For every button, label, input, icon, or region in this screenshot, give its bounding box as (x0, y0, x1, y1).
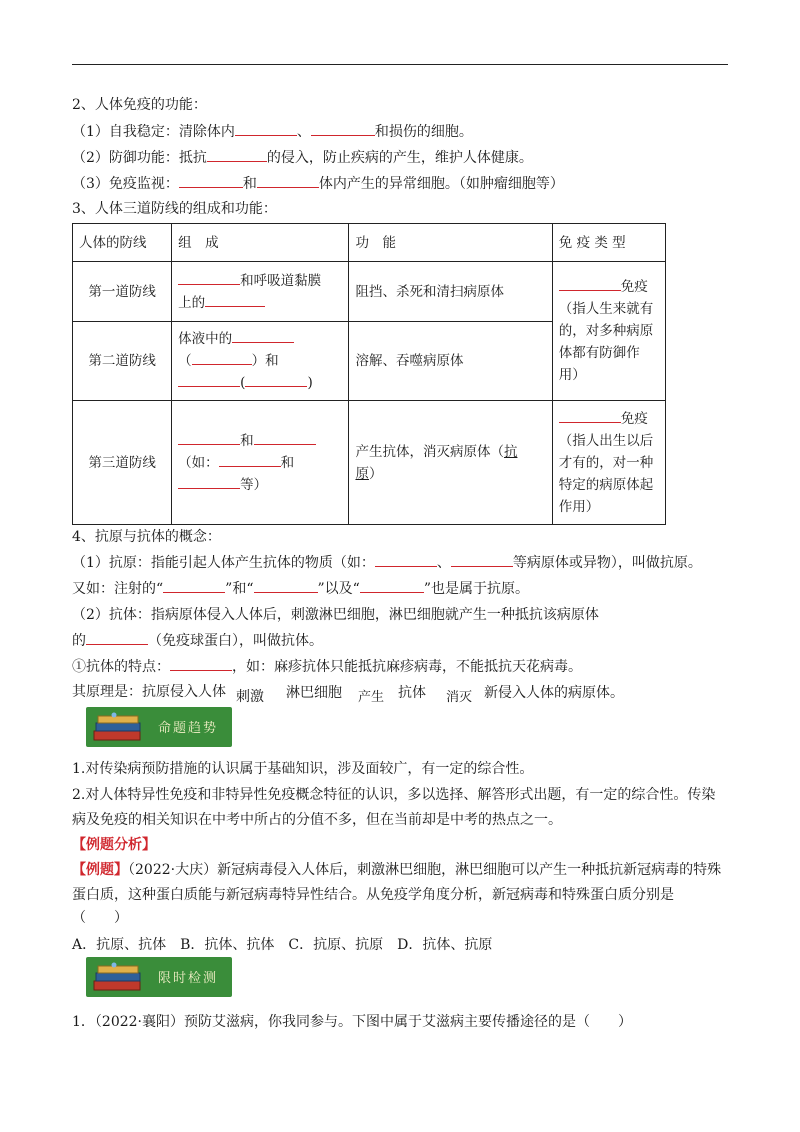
books-icon (92, 711, 144, 743)
row-components (172, 262, 349, 322)
trend-p2a: 2.对人体特异性免疫和非特异性免疫概念特征的认识，多以选择、解答形式出题，有一定的综合性。传染 (72, 787, 716, 803)
blank (559, 276, 621, 291)
flow-text: 新侵入人体的病原体。 (484, 685, 624, 701)
blank (178, 474, 240, 489)
arrow-label: 产生 (358, 690, 385, 705)
blank (207, 147, 267, 162)
row-name: 第三道防线 (73, 401, 172, 525)
text: 和损伤的细胞。 (374, 124, 473, 140)
text: 、 (296, 124, 311, 140)
trend-p2b: 病及免疫的相关知识在中考中所占的分值不多，但在当前却是中考的热点之一。 (72, 812, 562, 828)
text: ) (307, 375, 313, 391)
text: 免疫 (620, 410, 648, 427)
text: ”也是属于抗原。 (423, 581, 529, 597)
section4-line3: （2）抗体：指病原体侵入人体后，刺激淋巴细胞，淋巴细胞就产生一种抵抗该病原体 (72, 607, 599, 623)
text: ，如：麻疹抗体只能抵抗麻疹病毒，不能抵抗天花病毒。 (232, 659, 582, 675)
text: （指人出生以后 (558, 432, 654, 449)
example-heading: 【例题分析】 (72, 837, 156, 853)
test-q1: 1．（2022·襄阳）预防艾滋病，你我同参与。下图中属于艾滋病主要传播途径的是（ ） (72, 1014, 632, 1030)
text: 和 (242, 176, 257, 192)
row-components (172, 322, 349, 401)
blank (163, 578, 225, 593)
blank (235, 121, 297, 136)
blank (311, 121, 375, 136)
text: ”和“ (225, 581, 254, 597)
text: 的侵入，防止疾病的产生，维护人体健康。 (266, 150, 533, 166)
banner-trend (86, 707, 232, 747)
text: （如： (178, 454, 219, 471)
text: （免疫球蛋白），叫做抗体。 (148, 633, 323, 649)
section3-heading: 3、人体三道防线的组成和功能： (72, 201, 277, 217)
blank (451, 552, 513, 567)
header-cell: 功 能 (349, 224, 552, 262)
example-q1 (72, 860, 721, 880)
text: 体内产生的异常细胞。（如肿瘤细胞等） (318, 176, 564, 192)
text: （1）自我稳定：清除体内 (72, 124, 235, 140)
text: （指人生来就有 (558, 301, 654, 317)
text: ”以及“ (317, 581, 360, 597)
text: 原 (355, 465, 369, 482)
blank (254, 578, 318, 593)
row-function: 阻挡、杀死和清扫病原体 (349, 262, 552, 322)
text: 体都有防御作 (558, 345, 640, 361)
section2-heading: 2、人体免疫的功能： (72, 97, 207, 113)
banner-title: 命题趋势 (158, 721, 219, 736)
example-q2: 蛋白质，这种蛋白质能与新冠病毒特异性结合。从免疫学角度分析，新冠病毒和特殊蛋白质分别是 (72, 887, 674, 903)
example-tag: 【例题】 (72, 862, 128, 878)
arrow-label: 刺激 (236, 689, 264, 705)
text: 等） (240, 476, 268, 493)
row-function: 溶解、吞噬病原体 (349, 322, 552, 401)
blank (178, 430, 240, 445)
section2-line3 (72, 173, 564, 194)
section4-line2 (72, 578, 529, 599)
blank (245, 372, 307, 387)
text: ） (368, 465, 383, 482)
table-row (73, 401, 666, 525)
defense-table (72, 223, 666, 525)
text: 等病原体或异物），叫做抗原。 (512, 555, 702, 571)
books-icon (92, 961, 144, 993)
text: ( (240, 375, 246, 391)
text: 抗 (503, 443, 518, 460)
trend-p1: 1.对传染病预防措施的认识属于基础知识，涉及面较广，有一定的综合性。 (72, 761, 534, 777)
flow-text: 淋巴细胞 (286, 685, 342, 701)
text: 、 (436, 555, 451, 571)
section4-heading: 4、抗原与抗体的概念： (72, 529, 221, 545)
blank (170, 656, 232, 671)
arrow-label: 消灭 (446, 690, 473, 705)
section4-line6: 其原理是：抗原侵入人体 (72, 684, 226, 700)
blank (257, 173, 319, 188)
blank (254, 430, 316, 445)
table-row (73, 262, 666, 322)
immunity-type-nonspecific (552, 262, 665, 401)
text: 又如：注射的“ (72, 581, 164, 597)
blank (375, 552, 437, 567)
text: （3）免疫监视： (72, 176, 179, 192)
text: 作用） (558, 498, 600, 515)
blank (360, 578, 424, 593)
text: 免疫 (620, 279, 648, 295)
blank (86, 630, 148, 645)
example-q3: （ ） (72, 910, 128, 926)
text: 上的 (178, 294, 206, 311)
banner-title: 限时检测 (158, 971, 219, 986)
section4-line5 (72, 656, 582, 677)
text: 和 (240, 432, 254, 449)
flow-text: 抗体 (398, 685, 426, 701)
text: ①抗体的特点： (72, 659, 170, 675)
text: 和 (280, 454, 295, 471)
text: 的 (72, 633, 86, 649)
blank (219, 452, 281, 467)
text: 体液中的 (178, 331, 233, 347)
header-rule (72, 64, 728, 65)
header-cell: 人体的防线 (73, 224, 172, 262)
example-options: A．抗原、抗体 B．抗体、抗体 C．抗原、抗原 D．抗体、抗原 (72, 937, 493, 953)
blank (192, 350, 252, 365)
row-function (349, 401, 552, 525)
immunity-type-specific (552, 401, 665, 525)
row-components (172, 401, 349, 525)
text: （2022·大庆）新冠病毒侵入人体后，刺激淋巴细胞，淋巴细胞可以产生一种抵抗新冠病毒的特殊 (128, 862, 722, 878)
blank (178, 372, 240, 387)
blank (178, 270, 240, 285)
text: 才有的，对一种 (558, 454, 654, 471)
text: 用） (558, 367, 586, 383)
row-name: 第二道防线 (73, 322, 172, 401)
text: 的，对多种病原 (558, 323, 654, 339)
row-name: 第一道防线 (73, 262, 172, 322)
header-cell: 免 疫 类 型 (552, 224, 665, 262)
text: 产生抗体，消灭病原体（ (355, 443, 504, 460)
banner-test (86, 957, 232, 997)
section2-line2 (72, 147, 533, 168)
section2-line1 (72, 121, 473, 142)
section4-line4 (72, 630, 323, 651)
text: （ (178, 353, 192, 369)
text: （1）抗原：指能引起人体产生抗体的物质（如： (72, 555, 375, 571)
blank (179, 173, 243, 188)
header-cell: 组 成 (172, 224, 349, 262)
blank (205, 292, 265, 307)
blank (232, 328, 294, 343)
table-header-row (73, 224, 666, 262)
blank (559, 408, 621, 423)
text: ）和 (251, 353, 279, 369)
text: 和呼吸道黏膜 (240, 272, 322, 289)
section4-line1 (72, 552, 702, 573)
text: （2）防御功能：抵抗 (72, 150, 207, 166)
text: 特定的病原体起 (558, 476, 654, 493)
